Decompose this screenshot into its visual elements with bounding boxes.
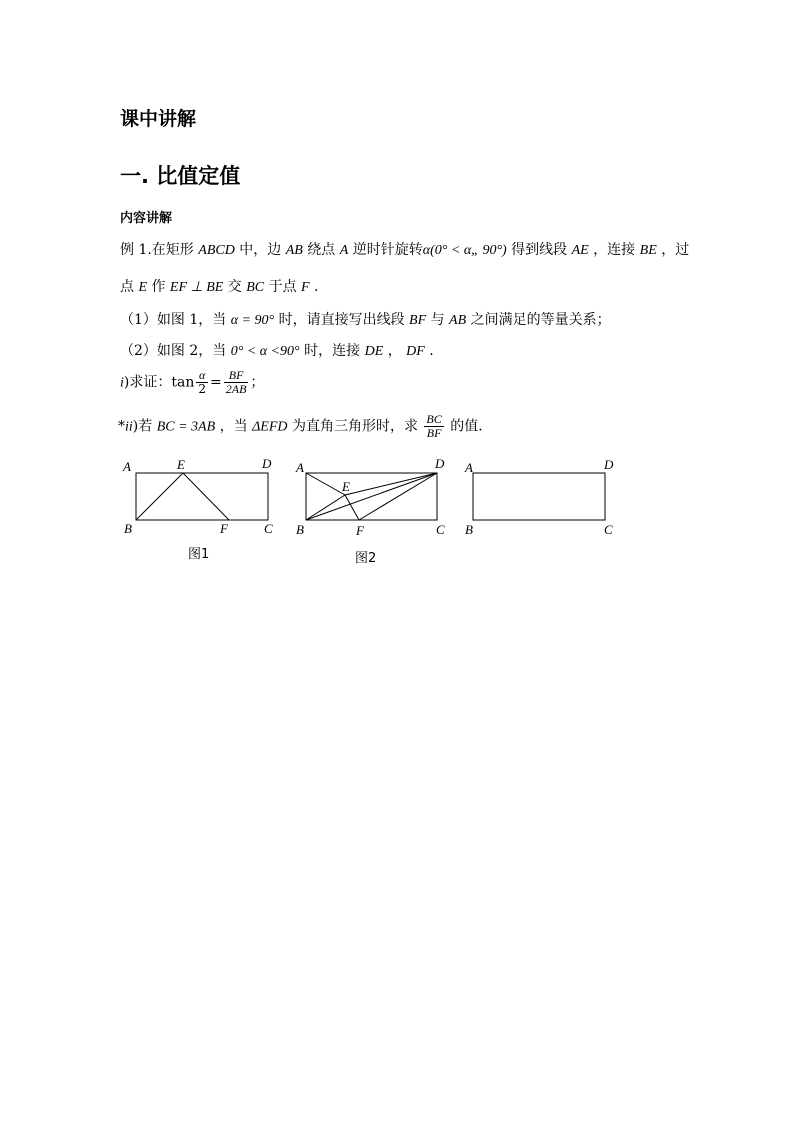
fig2-segment-EF [345, 495, 359, 520]
fig3-label-A: A [465, 460, 473, 475]
fig3-rectangle [473, 473, 605, 520]
question-part-2-ii: *ii)若 BC = 3AB ，当 ΔEFD 为直角三角形时，求 $\frac{BC}{BF}$ 的值. [118, 412, 483, 440]
fig2-label-D: D [435, 456, 445, 471]
fig1-caption: 图1 [188, 547, 210, 562]
fig2-label-F: F [356, 523, 364, 538]
fig2-label-B: B [296, 522, 304, 537]
fig2-label-C: C [436, 522, 445, 537]
fraction-bf-over-2ab: $\frac{BF}{2AB}$ [225, 368, 247, 396]
fraction-bc-over-bf: $\frac{BC}{BF}$ [426, 412, 442, 440]
fig1-label-D: D [262, 456, 272, 471]
fig2-segment-AE [306, 473, 345, 495]
fig2-label-E: E [342, 479, 350, 494]
topic-title: 一. 比值定值 [120, 164, 241, 188]
fig1-label-F: F [220, 521, 228, 536]
section-title: 课中讲解 [120, 108, 197, 130]
fig2-segment-BE [306, 495, 345, 520]
fig2-segment-DE [345, 473, 437, 495]
fig1-rectangle [136, 473, 268, 520]
fig3-label-D: D [604, 457, 614, 472]
problem-line-2: 点 E 作 EF ⊥ BE 交 BC 于点 F . [120, 279, 319, 295]
fig1-segment-BE [136, 473, 183, 520]
problem-line-1: 例 1.在矩形 ABCD 中，边 AB 绕点 A 逆时针旋转α(0° < α„ 90°) 得到线段 AE ，连接 BE ，过 [120, 242, 690, 258]
fraction-alpha-over-2: $\frac{\alpha}{2}$ [198, 368, 206, 396]
question-part-2: （2）如图 2，当 0° < α <90° 时，连接 DE ， DF . [120, 343, 434, 359]
fig1-label-B: B [124, 521, 132, 536]
fig2-caption: 图2 [355, 551, 377, 566]
subsection-title: 内容讲解 [120, 211, 173, 226]
fig1-label-A: A [123, 459, 131, 474]
fig3-label-B: B [465, 522, 473, 537]
question-part-2-i: i)求证：tan $\frac{\alpha}{2}$ = $\frac{BF}{2AB}$ ； [120, 368, 265, 396]
fig2-label-A: A [296, 460, 304, 475]
fig1-label-C: C [264, 521, 273, 536]
fig3-label-C: C [604, 522, 613, 537]
question-part-1: （1）如图 1，当 α = 90° 时，请直接写出线段 BF 与 AB 之间满足的等量关系； [120, 312, 611, 328]
fig1-segment-EF [183, 473, 229, 520]
fig1-label-E: E [177, 457, 185, 472]
